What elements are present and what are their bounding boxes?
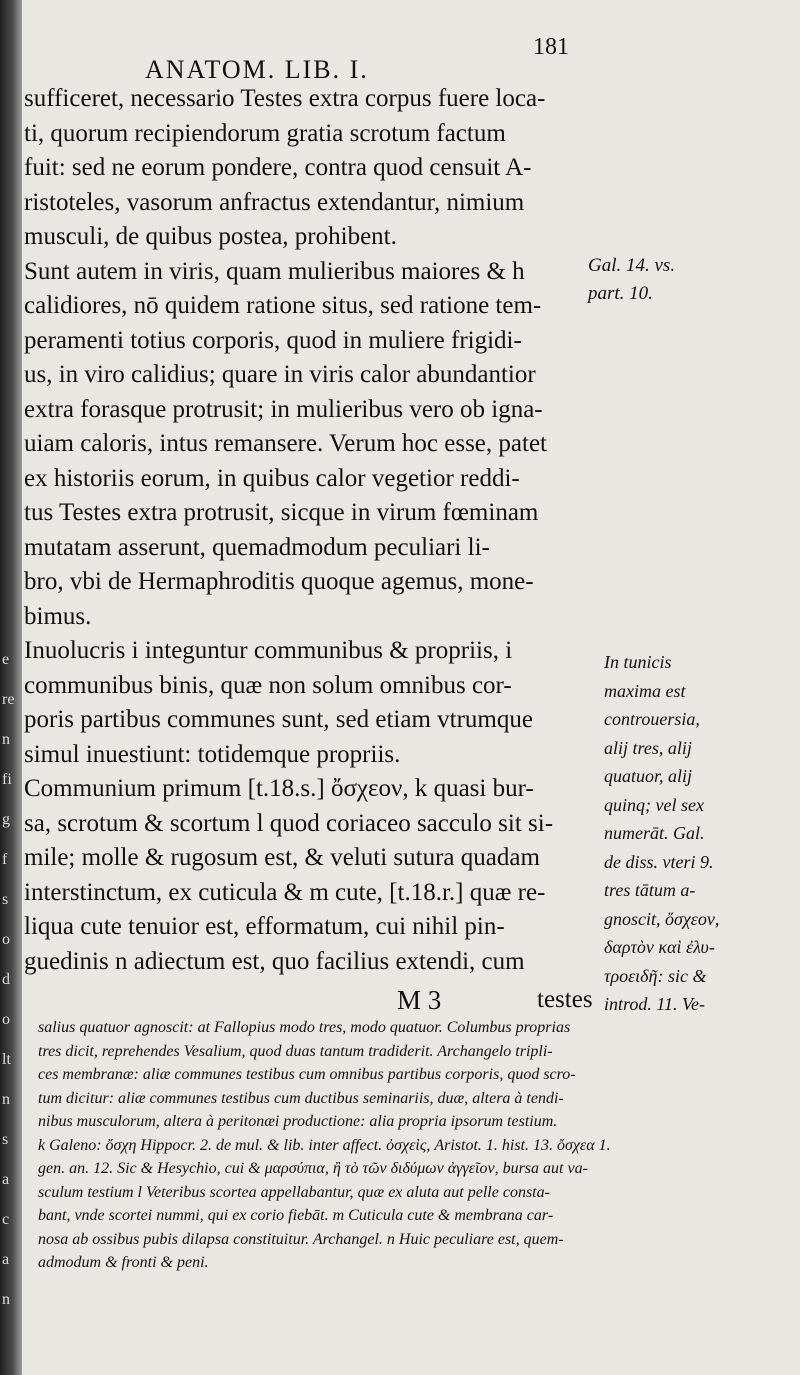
text-line: tus Testes extra protrusit, sicque in virum fœminam — [24, 499, 539, 526]
text-line: simul inuestiunt: totidemque propriis. — [24, 740, 401, 768]
text-line: Inuolucris i integuntur communibus & propriis, i — [24, 637, 513, 664]
gutter-fragment: s — [2, 1131, 9, 1148]
margin-note-line: gnoscit, ὄσχεον, — [604, 908, 720, 929]
footnote-line: nosa ab ossibus pubis dilapsa constituitur. Archangel. n Huic peculiare est, quem- — [38, 1230, 564, 1248]
signature-mark: M 3 — [397, 985, 442, 1015]
page-number: 181 — [533, 34, 569, 60]
gutter-fragment: n — [2, 1291, 10, 1308]
text-line: extra forasque protrusit; in mulieribus vero ob igna- — [24, 395, 543, 423]
margin-note-i — [604, 648, 719, 1019]
margin-note-line: τροειδῆ: sic & — [604, 965, 707, 986]
margin-note-h — [588, 252, 675, 308]
gutter-fragment: re — [2, 691, 15, 708]
margin-note-line: de diss. vteri 9. — [604, 851, 714, 872]
footnote-line: k Galeno: ὄσχη Hippocr. 2. de mul. & lib. inter affect. ὀσχεὶς, Aristot. 1. hist. 13. ὄσχεα 1. — [38, 1136, 611, 1154]
margin-note-line: maxima est — [604, 680, 686, 701]
footnote-line: nibus musculorum, altera à peritonæi productione: alia propria ipsorum testium. — [38, 1113, 558, 1130]
text-line: calidiores, nō quidem ratione situs, sed ratione tem- — [24, 292, 542, 319]
footnote-line: salius quatuor agnoscit: at Fallopius modo tres, modo quatuor. Columbus proprias — [38, 1019, 571, 1036]
margin-note-line: Gal. 14. vs. — [588, 255, 676, 276]
gutter-fragment: n — [2, 1091, 10, 1108]
gutter-fragment: lt — [2, 1051, 11, 1068]
gutter-fragment: e — [2, 651, 10, 668]
margin-note-line: quinq; vel sex — [604, 794, 704, 815]
footnotes-block — [38, 1016, 778, 1275]
footnote-line: ces membranæ: aliæ communes testibus cum omnibus partibus corporis, quod scro- — [38, 1066, 576, 1083]
text-line: mutatam asserunt, quemadmodum peculiari li- — [24, 533, 490, 561]
footnote-line: bant, vnde scortei nummi, qui ex corio fiebāt. m Cuticula cute & membrana car- — [38, 1207, 554, 1224]
running-head: ANATOM. LIB. I. — [145, 55, 369, 84]
text-line: ristoteles, vasorum anfractus extendantur, nimium — [24, 188, 525, 216]
text-line: interstinctum, ex cuticula & m cute, [t.18.r.] quæ re- — [24, 878, 546, 906]
margin-note-line: δαρτὸν καὶ ἐλυ- — [604, 937, 715, 957]
text-line: sa, scrotum & scortum l quod coriaceo sacculo sit si- — [24, 809, 554, 837]
gutter-fragment: f — [2, 851, 8, 868]
footnote-line: sculum testium l Veteribus scortea appellabantur, quæ ex aluta aut pelle consta- — [38, 1183, 550, 1201]
text-line: ex historiis eorum, in quibus calor vegetior reddi- — [24, 464, 520, 492]
margin-note-line: tres tātum a- — [604, 880, 696, 900]
margin-note-line: introd. 11. Ve- — [604, 994, 705, 1014]
footnote-line: tres dicit, reprehendes Vesalium, quod duas tantum tradiderit. Archangelo tripli- — [38, 1042, 553, 1060]
main-text-block — [24, 82, 602, 979]
gutter-fragment: c — [2, 1211, 10, 1228]
text-line: guedinis n adiectum est, quo facilius extendi, cum — [24, 947, 525, 975]
footnote-line: admodum & fronti & peni. — [38, 1254, 209, 1271]
text-line: peramenti totius corporis, quod in muliere frigidi- — [24, 326, 522, 354]
text-line: liqua cute tenuior est, efformatum, cui nihil pin- — [24, 913, 505, 940]
margin-note-line: alij tres, alij — [604, 737, 692, 758]
gutter-fragment: a — [2, 1251, 10, 1268]
margin-note-line: part. 10. — [588, 283, 653, 304]
gutter-fragment: d — [2, 971, 10, 988]
text-line: musculi, de quibus postea, prohibent. — [24, 223, 397, 250]
text-line: uiam caloris, intus remansere. Verum hoc esse, patet — [24, 430, 547, 457]
margin-note-line: controuersia, — [604, 709, 700, 729]
footnote-line: gen. an. 12. Sic & Hesychio, cui & μαρσύπια, ἢ τὸ τῶν διδύμων ἀγγεῖον, bursa aut va- — [38, 1160, 588, 1177]
gutter-fragment: n — [2, 731, 10, 748]
text-line: bimus. — [24, 602, 92, 630]
text-line: mile; molle & rugosum est, & veluti sutura quadam — [24, 844, 540, 871]
text-line: poris partibus communes sunt, sed etiam vtrumque — [24, 706, 533, 733]
margin-note-line: quatuor, alij — [604, 766, 693, 786]
gutter-fragment: s — [2, 891, 9, 908]
text-line: fuit: sed ne eorum pondere, contra quod censuit A- — [24, 154, 532, 181]
facing-page-gutter — [0, 0, 22, 1375]
catchword: testes — [537, 986, 593, 1013]
text-line: sufficeret, necessario Testes extra corpus fuere loca- — [24, 85, 546, 112]
gutter-fragments — [2, 640, 20, 1320]
margin-note-line: In tunicis — [604, 652, 672, 672]
margin-note-line: numerāt. Gal. — [604, 823, 705, 843]
text-line: us, in viro calidius; quare in viris calor abundantior — [24, 361, 536, 388]
text-line: communibus binis, quæ non solum omnibus cor- — [24, 671, 512, 699]
gutter-fragment: a — [2, 1171, 10, 1188]
footnote-line: tum dicitur: aliæ communes testibus cum ductibus seminariis, duæ, altera à tendi- — [38, 1089, 564, 1107]
text-line: bro, vbi de Hermaphroditis quoque agemus, mone- — [24, 568, 534, 595]
text-line: Communium primum [t.18.s.] ὄσχεον, k quasi bur- — [24, 775, 534, 802]
gutter-fragment: fi — [2, 771, 12, 788]
text-line: ti, quorum recipiendorum gratia scrotum factum — [24, 119, 506, 147]
gutter-fragment: g — [2, 811, 10, 828]
gutter-fragment: o — [2, 931, 10, 948]
text-line: Sunt autem in viris, quam mulieribus maiores & h — [24, 257, 525, 285]
gutter-fragment: o — [2, 1011, 10, 1028]
